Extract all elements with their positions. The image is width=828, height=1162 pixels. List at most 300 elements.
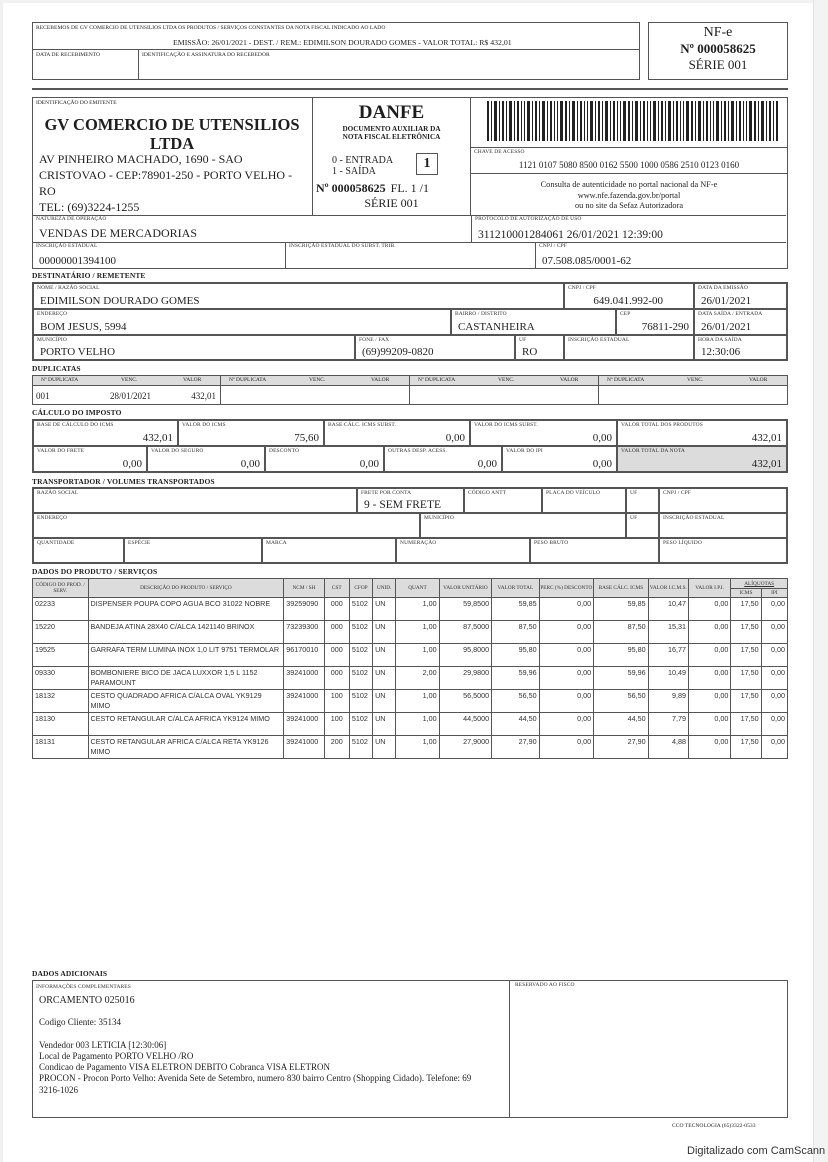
- recipient-cpf-label: CNPJ / CPF: [568, 285, 596, 291]
- nature-value: VENDAS DE MERCADORIAS: [39, 226, 198, 240]
- product-rate-ipi: 0,00: [761, 644, 787, 667]
- product-unit: UN: [373, 667, 396, 690]
- tax-icms-st-base: [324, 420, 470, 446]
- tax-insurance-value: 0,00: [240, 458, 260, 470]
- product-cst: 100: [324, 713, 349, 736]
- product-discount: 0,00: [539, 598, 594, 621]
- tax-discount-label: DESCONTO: [269, 448, 300, 454]
- freight-mode-cell: [357, 488, 464, 513]
- col-code: CÓDIGO DO PROD. / SERV.: [33, 579, 89, 598]
- emitter-address-1: AV PINHEIRO MACHADO, 1690 - SAO: [39, 152, 243, 166]
- product-rate-ipi: 0,00: [761, 621, 787, 644]
- col-unit-value: VALOR UNITÁRIO: [439, 579, 491, 598]
- product-rate-ipi: 0,00: [761, 667, 787, 690]
- product-total: 27,90: [492, 736, 539, 759]
- recipient-phone-label: FONE / FAX: [359, 337, 390, 343]
- product-code: 18132: [33, 690, 89, 713]
- dup-header-number: Nº DUPLICATA: [607, 377, 645, 383]
- col-ncm: NCM / SH: [284, 579, 324, 598]
- dup-header-due: VENC.: [687, 377, 704, 383]
- issue-date-label: DATA DA EMISSÃO: [698, 285, 748, 291]
- product-ncm: 73239300: [284, 621, 324, 644]
- protocol-value: 311210001284061 26/01/2021 12:39:00: [478, 229, 663, 241]
- tax-other-expenses-value: 0,00: [477, 458, 497, 470]
- product-row: [33, 667, 788, 690]
- product-ipi-value: 0,00: [688, 621, 730, 644]
- recipient-ie-cell: [564, 335, 694, 360]
- product-icms-base: 27,90: [594, 736, 649, 759]
- nfe-number: Nº 000058625: [680, 41, 756, 56]
- scan-margin: [813, 0, 828, 1162]
- recipient-phone-cell: [355, 335, 515, 360]
- info-payment-condition: Condicao de Pagamento VISA ELETRON DEBITO Cobranca VISA ELETRON: [39, 1062, 330, 1073]
- product-unit-value: 95,8000: [439, 644, 491, 667]
- tax-invoice-total-value: 432,01: [751, 458, 782, 470]
- product-ncm: 39241000: [284, 667, 324, 690]
- product-code: 15220: [33, 621, 89, 644]
- recipient-cep-label: CEP: [620, 311, 631, 317]
- product-icms-value: 4,88: [648, 736, 688, 759]
- info-procon: PROCON - Procon Porto Velho: Avenida Sete de Setembro, numero 830 bairro Centro (Shopping Cidado). Telefone: 69: [39, 1073, 472, 1084]
- info-client-code: Codigo Cliente: 35134: [39, 1017, 121, 1028]
- consult-info: [471, 175, 787, 215]
- plate-cell: [542, 488, 626, 513]
- product-unit: UN: [373, 598, 396, 621]
- complementary-info: [33, 981, 510, 1117]
- access-key-label: CHAVE DE ACESSO: [474, 149, 525, 155]
- product-ncm: 39241000: [284, 690, 324, 713]
- carrier-ie-label: INSCRIÇÃO ESTADUAL: [663, 515, 725, 521]
- product-cst: 000: [324, 621, 349, 644]
- product-description: BOMBONIERE BICO DE JACA LUXXOR 1,5 L 1152 PARAMOUNT: [88, 667, 284, 690]
- protocol-cell: [471, 215, 786, 242]
- recipient-name-cell: [33, 283, 564, 309]
- ie-st-cell: [285, 242, 535, 268]
- carrier-name-label: RAZÃO SOCIAL: [37, 490, 79, 496]
- complementary-info-label: INFORMAÇÕES COMPLEMENTARES: [36, 984, 131, 990]
- issue-date-value: 26/01/2021: [701, 295, 752, 307]
- tax-freight-label: VALOR DO FRETE: [37, 448, 85, 454]
- complementary-info-text: [39, 995, 471, 1096]
- product-unit: UN: [373, 713, 396, 736]
- barcode: [487, 101, 778, 141]
- danfe-number: [316, 181, 429, 196]
- product-rate-ipi: 0,00: [761, 736, 787, 759]
- exit-date-value: 26/01/2021: [701, 321, 752, 333]
- exit-time-cell: [694, 335, 787, 360]
- col-discount: PERC (%) DESCONTO: [539, 579, 594, 598]
- consult-url[interactable]: www.nfe.fazenda.gov.br/portal: [577, 190, 681, 200]
- tax-products-total-value: 432,01: [751, 432, 782, 444]
- tax-icms-value-label: VALOR DO ICMS: [182, 422, 226, 428]
- product-rate-ipi: 0,00: [761, 690, 787, 713]
- product-row: [33, 713, 788, 736]
- tax-products-total: [617, 420, 787, 446]
- product-row: [33, 598, 788, 621]
- tax-icms-st-value: [470, 420, 617, 446]
- col-unit: UNID.: [373, 579, 396, 598]
- access-key-value: 1121 0107 5080 8500 0162 5500 1000 0586 2510 0123 0160: [518, 160, 740, 170]
- product-ncm: 39241000: [284, 713, 324, 736]
- recipient-cpf-cell: [564, 283, 694, 309]
- plate-label: PLACA DO VEÍCULO: [546, 490, 601, 496]
- product-row: [33, 736, 788, 759]
- tax-discount-value: 0,00: [359, 458, 379, 470]
- nfe-title: NF-e: [703, 25, 733, 40]
- product-description: CESTO QUADRADO AFRICA C/ALCA OVAL YK9129 MIMO: [88, 690, 284, 713]
- recipient-district-label: BAIRRO / DISTRITO: [455, 311, 507, 317]
- product-rate-icms: 17,50: [731, 713, 761, 736]
- carrier-ie-cell: [659, 513, 787, 538]
- recipient-uf-label: UF: [519, 337, 527, 343]
- dup-header-number: Nº DUPLICATA: [229, 377, 267, 383]
- product-icms-base: 87,50: [594, 621, 649, 644]
- recipient-section-title: DESTINATÁRIO / REMETENTE: [32, 271, 146, 280]
- danfe-series: SÉRIE 001: [364, 196, 419, 210]
- product-discount: 0,00: [539, 667, 594, 690]
- product-discount: 0,00: [539, 713, 594, 736]
- tax-section-title: CÁLCULO DO IMPOSTO: [32, 408, 122, 417]
- product-unit: UN: [373, 621, 396, 644]
- dup-value: 432,01: [191, 391, 216, 401]
- volume-brand-cell: [262, 538, 396, 563]
- volume-numbering-cell: [396, 538, 530, 563]
- carrier-uf2-cell: [626, 513, 659, 538]
- emitter-address-3: RO: [39, 184, 56, 198]
- carrier-address-label: ENDEREÇO: [37, 515, 68, 521]
- carrier-city-label: MUNICÍPIO: [424, 515, 454, 521]
- tax-insurance: [147, 446, 265, 472]
- emitter-label: IDENTIFICAÇÃO DO EMITENTE: [36, 100, 117, 106]
- tax-products-total-label: VALOR TOTAL DOS PRODUTOS: [621, 422, 703, 428]
- carrier-name-cell: [33, 488, 357, 513]
- volume-qty-label: QUANTIDADE: [37, 540, 75, 546]
- product-cst: 200: [324, 736, 349, 759]
- duplicate-group-1: [33, 376, 221, 404]
- col-cfop: CFOP: [349, 579, 372, 598]
- product-unit-value: 56,5000: [439, 690, 491, 713]
- transport-section-title: TRANSPORTADOR / VOLUMES TRANSPORTADOS: [32, 477, 215, 486]
- antt-cell: [464, 488, 542, 513]
- receipt-signature-label: IDENTIFICAÇÃO E ASSINATURA DO RECEBEDOR: [142, 52, 270, 58]
- product-description: GARRAFA TERM LUMINA INOX 1,0 LIT 9751 TERMOLAR: [88, 644, 284, 667]
- product-qty: 1,00: [396, 736, 439, 759]
- tax-icms-value-value: 75,60: [294, 432, 319, 444]
- recipient-cep-value: 76811-290: [641, 321, 689, 333]
- tax-ipi-value: 0,00: [592, 458, 612, 470]
- product-ncm: 96170010: [284, 644, 324, 667]
- dup-header-value: VALOR: [183, 377, 202, 383]
- product-icms-value: 10,49: [648, 667, 688, 690]
- dup-header-value: VALOR: [371, 377, 390, 383]
- product-ncm: 39259090: [284, 598, 324, 621]
- tax-icms-value: [178, 420, 324, 446]
- product-description: CESTO RETANGULAR AFRICA C/ALCA RETA YK9126 MIMO: [88, 736, 284, 759]
- ie-cell: [33, 242, 285, 268]
- tax-icms-st-value-value: 0,00: [592, 432, 612, 444]
- product-icms-value: 9,89: [648, 690, 688, 713]
- col-rates: ALÍQUOTAS: [731, 579, 788, 589]
- product-cst: 100: [324, 690, 349, 713]
- product-discount: 0,00: [539, 690, 594, 713]
- exit-date-label: DATA SAÍDA / ENTRADA: [698, 311, 763, 317]
- exit-time-value: 12:30:06: [701, 346, 741, 358]
- danfe-type-box: 1: [416, 153, 438, 175]
- product-description: BANDEJA ATINA 28X40 C/ALCA 1421140 BRINOX: [88, 621, 284, 644]
- carrier-uf-cell: [626, 488, 659, 513]
- product-unit-value: 44,5000: [439, 713, 491, 736]
- product-qty: 1,00: [396, 598, 439, 621]
- product-ncm: 39241000: [284, 736, 324, 759]
- exit-date-cell: [694, 309, 787, 335]
- recipient-phone-value: (69)99209-0820: [362, 346, 434, 358]
- product-unit-value: 87,5000: [439, 621, 491, 644]
- tax-icms-st-base-value: 0,00: [445, 432, 465, 444]
- col-rate-ipi: IPI: [761, 589, 787, 598]
- volume-species-label: ESPÉCIE: [128, 540, 151, 546]
- product-icms-base: 95,80: [594, 644, 649, 667]
- product-total: 59,96: [492, 667, 539, 690]
- gross-weight-label: PESO BRUTO: [534, 540, 569, 546]
- carrier-cnpj-cell: [659, 488, 787, 513]
- tax-icms-base-value: 432,01: [142, 432, 173, 444]
- tax-freight: [33, 446, 147, 472]
- product-row: [33, 644, 788, 667]
- emitter-cnpj-label: CNPJ / CPF: [539, 243, 567, 249]
- tax-invoice-total-label: VALOR TOTAL DA NOTA: [621, 448, 685, 454]
- product-qty: 1,00: [396, 621, 439, 644]
- product-cfop: 5102: [349, 644, 372, 667]
- tax-invoice-total: [617, 446, 787, 472]
- danfe-page: FL. 1 /1: [390, 181, 429, 195]
- consult-line-1: Consulta de autenticidade no portal nacional da NF-e: [540, 180, 718, 189]
- product-icms-base: 56,50: [594, 690, 649, 713]
- recipient-address-value: BOM JESUS, 5994: [40, 321, 127, 333]
- recipient-city-label: MUNICÍPIO: [37, 337, 67, 343]
- col-icms-base: BASE CÁLC. ICMS: [594, 579, 649, 598]
- freight-mode-value: 9 - SEM FRETE: [364, 499, 441, 511]
- product-total: 59,85: [492, 598, 539, 621]
- fisco-reserved: [512, 981, 787, 1117]
- software-credit: CCO TECNOLOGIA (65)3322-0533: [672, 1123, 756, 1129]
- product-code: 19525: [33, 644, 89, 667]
- product-row: [33, 621, 788, 644]
- info-seller: Vendedor 003 LETICIA [12:30:06]: [39, 1039, 167, 1050]
- protocol-label: PROTOCOLO DE AUTORIZAÇÃO DE USO: [475, 216, 582, 222]
- emitter-address-2: CRISTOVAO - CEP:78901-250 - PORTO VELHO -: [39, 168, 293, 182]
- dup-header-number: Nº DUPLICATA: [418, 377, 456, 383]
- product-discount: 0,00: [539, 736, 594, 759]
- net-weight-label: PESO LÍQUIDO: [663, 540, 702, 546]
- duplicate-group-3: [410, 376, 599, 404]
- recipient-uf-value: RO: [522, 346, 538, 358]
- product-total: 87,50: [492, 621, 539, 644]
- recipient-name-label: NOME / RAZÃO SOCIAL: [37, 285, 100, 291]
- dup-header-value: VALOR: [560, 377, 579, 383]
- dup-header-due: VENC.: [498, 377, 515, 383]
- product-rate-icms: 17,50: [731, 690, 761, 713]
- product-cst: 000: [324, 667, 349, 690]
- product-icms-base: 59,85: [594, 598, 649, 621]
- danfe-entry-option: 0 - ENTRADA: [332, 155, 394, 166]
- receipt-text: RECEBEMOS DE GV COMERCIO DE UTENSILIOS LTDA OS PRODUTOS / SERVIÇOS CONSTANTES DA NOTA FISCAL INDICADO AO LADO: [36, 25, 386, 31]
- danfe-title: DANFE: [358, 102, 425, 123]
- dup-header-due: VENC.: [309, 377, 326, 383]
- product-cfop: 5102: [349, 598, 372, 621]
- product-unit-value: 29,9800: [439, 667, 491, 690]
- net-weight-cell: [659, 538, 787, 563]
- product-qty: 1,00: [396, 690, 439, 713]
- product-ipi-value: 0,00: [688, 736, 730, 759]
- product-icms-value: 15,31: [648, 621, 688, 644]
- col-rate-icms: ICMS: [731, 589, 761, 598]
- dup-number: 001: [36, 391, 50, 401]
- gross-weight-cell: [530, 538, 659, 563]
- tax-ipi: [502, 446, 617, 472]
- ie-label: INSCRIÇÃO ESTADUAL: [36, 243, 98, 249]
- fisco-reserved-label: RESERVADO AO FISCO: [515, 982, 575, 988]
- carrier-address-cell: [33, 513, 420, 538]
- product-description: CESTO RETANGULAR C/ALCA AFRICA YK9124 MIMO: [88, 713, 284, 736]
- product-total: 44,50: [492, 713, 539, 736]
- recipient-address-cell: [33, 309, 451, 335]
- product-rate-icms: 17,50: [731, 598, 761, 621]
- product-cfop: 5102: [349, 736, 372, 759]
- product-code: 02233: [33, 598, 89, 621]
- product-qty: 1,00: [396, 713, 439, 736]
- product-icms-base: 59,96: [594, 667, 649, 690]
- recipient-city-value: PORTO VELHO: [40, 346, 116, 358]
- carrier-city-cell: [420, 513, 626, 538]
- products-section-title: DADOS DO PRODUTO / SERVIÇOS: [32, 567, 158, 576]
- nfe-series: SÉRIE 001: [688, 57, 748, 72]
- recipient-uf-cell: [515, 335, 564, 360]
- carrier-cnpj-label: CNPJ / CPF: [663, 490, 691, 496]
- scanner-watermark: Digitalizado com CamScann: [687, 1145, 826, 1157]
- receipt-date-field[interactable]: [33, 49, 139, 79]
- recipient-district-cell: [451, 309, 616, 335]
- col-total: VALOR TOTAL: [492, 579, 539, 598]
- danfe-number-value: Nº 000058625: [316, 181, 386, 195]
- product-cfop: 5102: [349, 713, 372, 736]
- access-key-label-cell: [471, 147, 787, 174]
- emitter-name-1: GV COMERCIO DE UTENSILIOS: [44, 115, 300, 134]
- additional-section-title: DADOS ADICIONAIS: [32, 969, 108, 978]
- recipient-cpf-value: 649.041.992-00: [593, 295, 663, 307]
- emitter-phone: TEL: (69)3224-1255: [39, 200, 140, 214]
- product-cst: 000: [324, 644, 349, 667]
- recipient-city-cell: [33, 335, 355, 360]
- col-cst: CST: [324, 579, 349, 598]
- danfe-subtitle-1: DOCUMENTO AUXILIAR DA: [342, 125, 441, 133]
- danfe-box: [312, 98, 471, 215]
- product-unit: UN: [373, 644, 396, 667]
- product-rate-icms: 17,50: [731, 667, 761, 690]
- product-cst: 000: [324, 598, 349, 621]
- product-cfop: 5102: [349, 621, 372, 644]
- volume-numbering-label: NUMERAÇÃO: [400, 540, 437, 546]
- volume-species-cell: [124, 538, 262, 563]
- receipt-stub: [32, 22, 640, 80]
- tax-icms-st-value-label: VALOR DO ICMS SUBST.: [474, 422, 538, 428]
- carrier-uf2-label: UF: [630, 515, 638, 521]
- product-unit-value: 27,9000: [439, 736, 491, 759]
- duplicate-group-2: [221, 376, 410, 404]
- product-ipi-value: 0,00: [688, 713, 730, 736]
- nature-cell: [33, 215, 471, 242]
- product-icms-value: 10,47: [648, 598, 688, 621]
- product-ipi-value: 0,00: [688, 644, 730, 667]
- product-unit-value: 59,8500: [439, 598, 491, 621]
- antt-label: CÓDIGO ANTT: [468, 490, 507, 496]
- dup-header-due: VENC.: [121, 377, 138, 383]
- product-ipi-value: 0,00: [688, 667, 730, 690]
- volume-qty-cell: [33, 538, 124, 563]
- dup-due: 28/01/2021: [110, 391, 152, 401]
- tax-ipi-label: VALOR DO IPI: [506, 448, 543, 454]
- products-table: [32, 578, 788, 759]
- product-rate-ipi: 0,00: [761, 713, 787, 736]
- duplicates-section-title: DUPLICATAS: [32, 364, 81, 373]
- carrier-uf-label: UF: [630, 490, 638, 496]
- tax-icms-base: [33, 420, 178, 446]
- emitter-name-2: LTDA: [149, 134, 195, 153]
- receipt-summary: EMISSÃO: 26/01/2021 - DEST. / REM.: EDIMILSON DOURADO GOMES - VALOR TOTAL: R$ 432,01: [173, 38, 512, 47]
- recipient-name-value: EDIMILSON DOURADO GOMES: [40, 295, 200, 307]
- issue-date-cell: [694, 283, 787, 309]
- product-total: 95,80: [492, 644, 539, 667]
- product-ipi-value: 0,00: [688, 598, 730, 621]
- consult-line-3: ou no site da Sefaz Autorizadora: [574, 201, 684, 210]
- ie-value: 00000001394100: [39, 255, 116, 267]
- volume-brand-label: MARCA: [266, 540, 287, 546]
- product-total: 56,50: [492, 690, 539, 713]
- duplicate-group-4: [599, 376, 787, 404]
- tax-other-expenses: [384, 446, 502, 472]
- recipient-district-value: CASTANHEIRA: [458, 321, 535, 333]
- product-qty: 2,00: [396, 667, 439, 690]
- danfe-exit-option: 1 - SAÍDA: [332, 166, 376, 177]
- info-payment-place: Local de Pagamento PORTO VELHO /RO: [39, 1050, 194, 1061]
- product-cfop: 5102: [349, 667, 372, 690]
- emitter-cnpj-cell: [535, 242, 786, 268]
- product-code: 18131: [33, 736, 89, 759]
- ie-st-label: INSCRIÇÃO ESTADUAL DO SUBST. TRIB.: [289, 243, 396, 249]
- product-rate-icms: 17,50: [731, 621, 761, 644]
- dup-header-number: Nº DUPLICATA: [41, 377, 79, 383]
- tax-freight-value: 0,00: [122, 458, 142, 470]
- recipient-address-label: ENDEREÇO: [37, 311, 68, 317]
- product-code: 09330: [33, 667, 89, 690]
- info-budget: ORCAMENTO 025016: [39, 995, 135, 1006]
- tax-insurance-label: VALOR DO SEGURO: [151, 448, 204, 454]
- cut-line: [32, 88, 788, 90]
- nature-label: NATUREZA DE OPERAÇÃO: [36, 216, 107, 222]
- col-description: DESCRIÇÃO DO PRODUTO / SERVIÇO: [88, 579, 284, 598]
- product-code: 18130: [33, 713, 89, 736]
- col-ipi-value: VALOR I.P.I.: [688, 579, 730, 598]
- nfe-id-box: [648, 22, 788, 80]
- freight-mode-label: FRETE POR CONTA: [361, 490, 412, 496]
- product-cfop: 5102: [349, 690, 372, 713]
- recipient-cep-cell: [616, 309, 694, 335]
- product-row: [33, 690, 788, 713]
- tax-discount: [265, 446, 384, 472]
- dup-header-value: VALOR: [749, 377, 768, 383]
- tax-icms-base-label: BASE DE CÁLCULO DO ICMS: [37, 422, 114, 428]
- product-icms-value: 7,79: [648, 713, 688, 736]
- product-rate-ipi: 0,00: [761, 598, 787, 621]
